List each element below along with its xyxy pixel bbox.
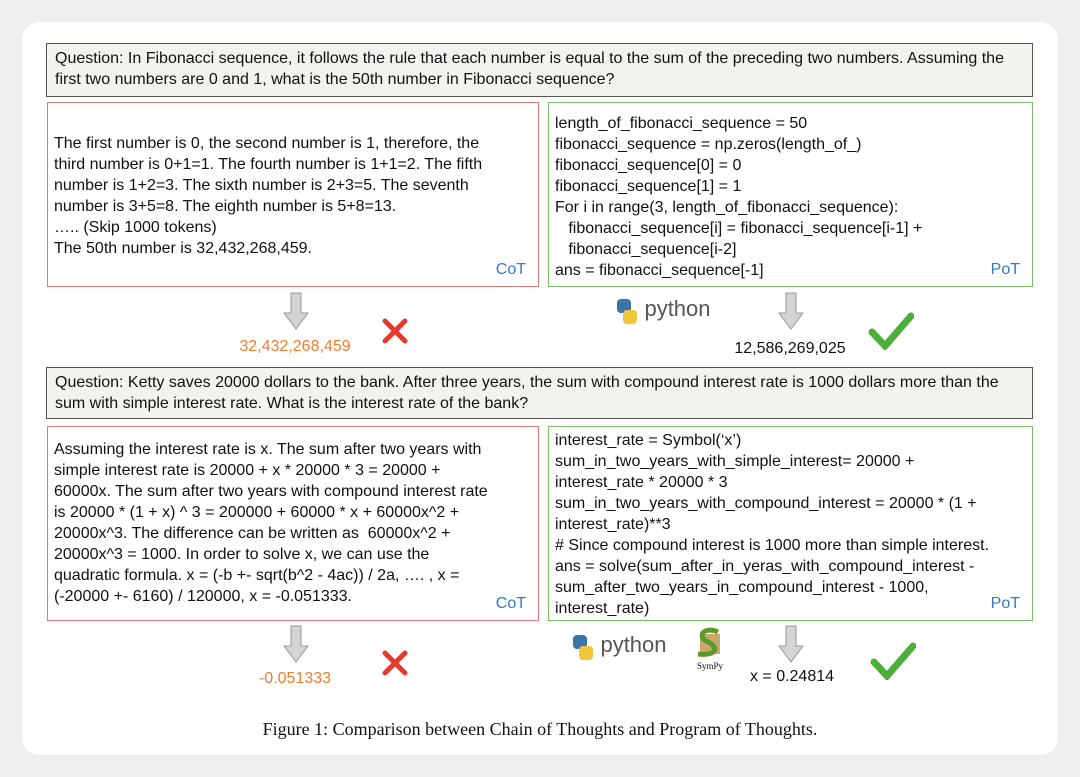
python-label: python bbox=[600, 632, 667, 657]
text-line: interest_rate * 20000 * 3 bbox=[555, 474, 728, 491]
text-line: ans = solve(sum_after_in_yeras_with_compound_interest - bbox=[555, 558, 975, 575]
text-line: sum_after_two_years_in_compound_interest - 1000, bbox=[555, 579, 929, 596]
python-logo bbox=[614, 296, 711, 326]
text-line: interest_rate) bbox=[555, 600, 650, 617]
text-line: fibonacci_sequence[i] = fibonacci_sequence[i-1] + bbox=[555, 220, 923, 237]
text-line: 20000x^3 = 1000. In order to solve x, we can use the bbox=[54, 546, 430, 563]
down-arrow-icon bbox=[778, 292, 804, 330]
python-logo bbox=[570, 632, 667, 662]
pot-box-1 bbox=[548, 102, 1033, 287]
text-line: length_of_fibonacci_sequence = 50 bbox=[555, 115, 808, 132]
cot-tag: CoT bbox=[495, 261, 526, 278]
question-2: Question: Ketty saves 20000 dollars to the bank. After three years, the sum with compound interest rate is 1000 dollars more than the sum with simple interest rate. What is the interest rate of the bank? bbox=[46, 367, 1033, 419]
text-line: interest_rate)**3 bbox=[555, 516, 671, 533]
text-line: third number is 0+1=1. The fourth number is 1+1=2. The fifth bbox=[54, 156, 483, 173]
cot-box-1 bbox=[47, 102, 539, 287]
cot-text bbox=[54, 133, 532, 259]
text-line: number is 3+5=8. The eighth number is 5+8=13. bbox=[54, 198, 397, 215]
pot-code bbox=[555, 113, 1026, 281]
sympy-label: SymPy bbox=[696, 661, 723, 671]
cot-tag: CoT bbox=[495, 595, 526, 612]
question-1: Question: In Fibonacci sequence, it follows the rule that each number is equal to the sum of the preceding two numbers. Assuming the first two numbers are 0 and 1, what is the 50th number in Fibonacci sequence? bbox=[46, 43, 1033, 97]
cot-box-2 bbox=[47, 426, 539, 621]
text-line: # Since compound interest is 1000 more than simple interest. bbox=[555, 537, 990, 554]
python-label: python bbox=[644, 296, 711, 321]
down-arrow-icon bbox=[283, 292, 309, 330]
text-line: quadratic formula. x = (-b +- sqrt(b^2 - 4ac)) / 2a, …. , x = bbox=[54, 567, 460, 584]
python-icon bbox=[570, 634, 596, 662]
text-line: sum_in_two_years_with_simple_interest= 20000 + bbox=[555, 453, 915, 470]
pot-answer-1: 12,586,269,025 bbox=[734, 340, 846, 357]
text-line: For i in range(3, length_of_fibonacci_sequence): bbox=[555, 199, 899, 216]
wrong-cross-icon bbox=[382, 318, 408, 344]
text-line: 60000x. The sum after two years with compound interest rate bbox=[54, 483, 488, 500]
text-line: The 50th number is 32,432,268,459. bbox=[54, 240, 312, 257]
text-line: interest_rate = Symbol(‘x’) bbox=[555, 432, 742, 449]
cot-text bbox=[54, 439, 532, 607]
text-line: sum_in_two_years_with_compound_interest = 20000 * (1 + bbox=[555, 495, 977, 512]
text-line: fibonacci_sequence[1] = 1 bbox=[555, 178, 742, 195]
text-line: fibonacci_sequence = np.zeros(length_of_) bbox=[555, 136, 862, 153]
sympy-snake-icon bbox=[690, 626, 730, 660]
text-line: The first number is 0, the second number is 1, therefore, the bbox=[54, 135, 480, 152]
text-line: Assuming the interest rate is x. The sum after two years with bbox=[54, 441, 482, 458]
down-arrow-icon bbox=[778, 625, 804, 663]
correct-check-icon bbox=[870, 642, 916, 680]
text-line: 20000x^3. The difference can be written as 60000x^2 + bbox=[54, 525, 451, 542]
down-arrow-icon bbox=[283, 625, 309, 663]
sympy-logo bbox=[684, 626, 736, 671]
text-line: ans = fibonacci_sequence[-1] bbox=[555, 262, 764, 279]
text-line: fibonacci_sequence[0] = 0 bbox=[555, 157, 742, 174]
pot-code bbox=[555, 430, 1026, 619]
pot-tag: PoT bbox=[990, 261, 1020, 278]
text-line: simple interest rate is 20000 + x * 20000 * 3 = 20000 + bbox=[54, 462, 441, 479]
cot-answer-2: -0.051333 bbox=[258, 670, 332, 687]
text-line: is 20000 * (1 + x) ^ 3 = 200000 + 60000 * x + 60000x^2 + bbox=[54, 504, 460, 521]
text-line: ….. (Skip 1000 tokens) bbox=[54, 219, 217, 236]
pot-answer-2: x = 0.24814 bbox=[749, 668, 835, 685]
text-line: fibonacci_sequence[i-2] bbox=[555, 241, 737, 258]
python-icon bbox=[614, 298, 640, 326]
text-line: number is 1+2=3. The sixth number is 2+3=5. The seventh bbox=[54, 177, 469, 194]
figure-caption: Figure 1: Comparison between Chain of Thoughts and Program of Thoughts. bbox=[262, 719, 818, 739]
correct-check-icon bbox=[868, 312, 914, 350]
wrong-cross-icon bbox=[382, 650, 408, 676]
text-line: (-20000 +- 6160) / 120000, x = -0.051333. bbox=[54, 588, 352, 605]
pot-box-2 bbox=[548, 426, 1033, 621]
pot-tag: PoT bbox=[990, 595, 1020, 612]
cot-answer-1: 32,432,268,459 bbox=[239, 338, 351, 355]
